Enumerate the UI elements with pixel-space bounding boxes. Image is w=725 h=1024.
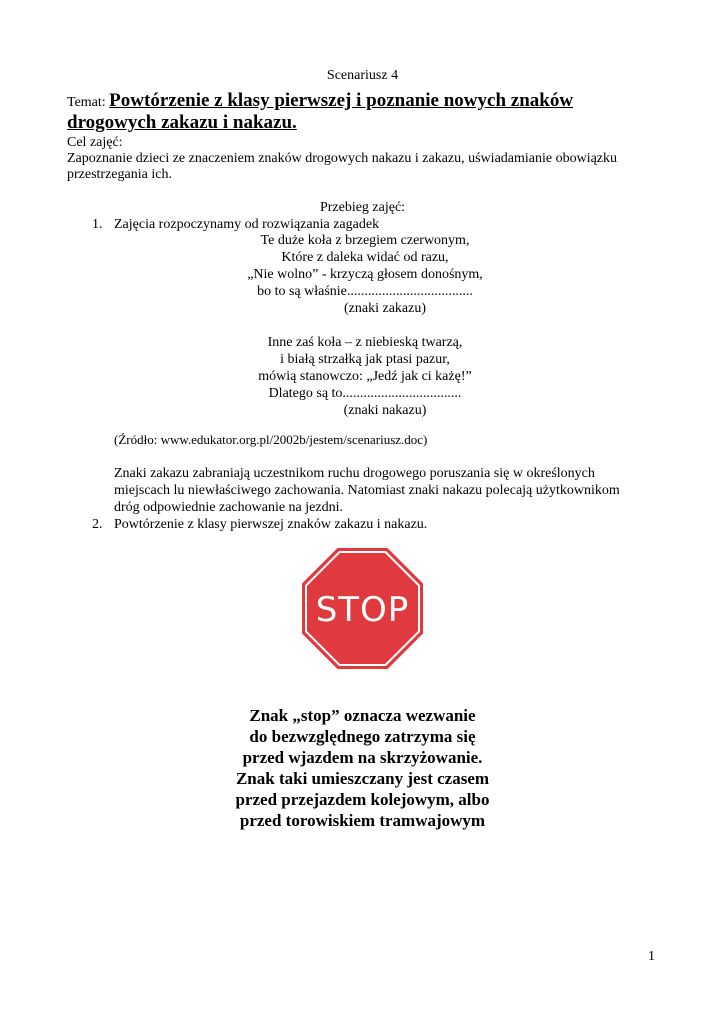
paragraph-line: Znaki zakazu zabraniają uczestnikom ruchu drogowego poruszania się w określonych <box>114 466 595 481</box>
poem-2-line: i białą strzałką jak ptasi pazur, <box>280 352 450 367</box>
item-2-text: Powtórzenie z klasy pierwszej znaków zakazu i nakazu. <box>114 517 428 532</box>
item-2-number: 2. <box>92 517 103 532</box>
paragraph-line: miejscach lu niewłaściwego zachowania. Natomiast znaki nakazu polecają użytkownikom <box>114 483 620 498</box>
poem-1-line: Te duże koła z brzegiem czerwonym, <box>260 233 470 248</box>
topic-line-1 <box>67 90 573 112</box>
caption-line: do bezwzględnego zatrzyma się <box>249 727 476 746</box>
scenario-header: Scenariusz 4 <box>326 68 399 83</box>
caption-line: przed torowiskiem tramwajowym <box>239 811 486 830</box>
page-number: 1 <box>648 949 655 964</box>
poem-2-line: mówią stanowczo: „Jedź jak ci każę!” <box>258 369 472 384</box>
poem-1-line: „Nie wolno” - krzyczą głosem donośnym, <box>247 267 483 282</box>
source-citation: (Źródło: www.edukator.org.pl/2002b/jestem/scenariusz.doc) <box>114 432 428 447</box>
goal-heading: Cel zajęć: <box>67 135 123 150</box>
poem-2-answer: (znaki nakazu) <box>343 403 427 418</box>
paragraph-line: dróg odpowiednie zachowanie na jezdni. <box>114 500 343 515</box>
topic-title-part1: Powtórzenie z klasy pierwszej i poznanie nowych znaków <box>109 90 574 111</box>
caption-line: Znak „stop” oznacza wezwanie <box>249 706 476 725</box>
poem-1-answer: (znaki zakazu) <box>344 301 426 316</box>
stop-sign-icon <box>302 548 423 669</box>
poem-2-line: Inne zaś koła – z niebieską twarzą, <box>267 335 463 350</box>
poem-1-line: bo to są właśnie.................................... <box>257 284 473 299</box>
poem-2-line: Dlatego są to.................................. <box>268 386 462 401</box>
caption-line: przed wjazdem na skrzyżowanie. <box>242 748 483 767</box>
item-1-number: 1. <box>92 217 103 232</box>
stop-sign-octagon <box>302 548 423 669</box>
topic-label: Temat: <box>67 95 110 110</box>
topic-title-part2: drogowych zakazu i nakazu. <box>67 112 297 133</box>
item-1-text: Zajęcia rozpoczynamy od rozwiązania zagadek <box>114 217 380 232</box>
course-heading: Przebieg zajęć: <box>319 200 406 215</box>
caption-line: Znak taki umieszczany jest czasem <box>235 769 490 788</box>
caption-line: przed przejazdem kolejowym, albo <box>235 790 490 809</box>
stop-sign-text: STOP <box>315 590 410 630</box>
goal-text-line-1: Zapoznanie dzieci ze znaczeniem znaków drogowych nakazu i zakazu, uświadamianie obowiązku <box>67 151 618 166</box>
poem-1-line: Które z daleka widać od razu, <box>281 250 449 265</box>
goal-text-line-2: przestrzegania ich. <box>67 167 172 182</box>
